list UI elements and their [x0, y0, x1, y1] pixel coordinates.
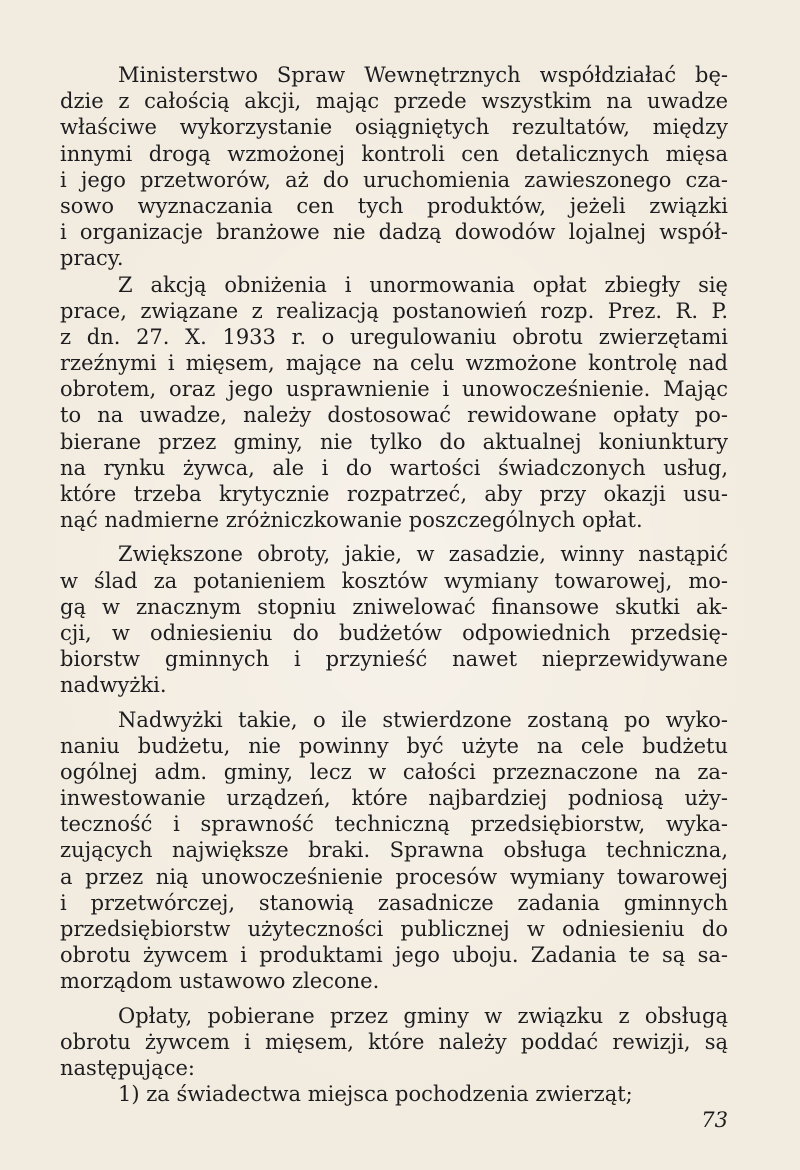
list-item: 1) za świadectwa miejsca pochodzenia zwierząt; — [118, 1082, 633, 1107]
text-line: ogólnej adm. gminy, lecz w całości przeznaczone na za- — [60, 759, 728, 784]
paragraph-3 — [60, 541, 728, 698]
text-line: a przez nią unowocześnienie procesów wymiany towarowej — [60, 864, 728, 889]
text-line: i organizacje branżowe nie dadzą dowodów lojalnej współ- — [60, 220, 728, 245]
text-line: sowo wyznaczania cen tych produktów, jeżeli związki — [60, 193, 728, 218]
page-number: 73 — [701, 1108, 728, 1132]
text-line: obrotem, oraz jego usprawnienie i unowocześnienie. Mając — [60, 377, 728, 402]
text-line: w ślad za potanieniem kosztów wymiany towarowej, mo- — [60, 568, 728, 593]
text-line: morządom ustawowo zlecone. — [60, 969, 380, 994]
body-text — [60, 62, 728, 1107]
text-line: innymi drogą wzmożonej kontroli cen detalicznych mięsa — [60, 141, 728, 166]
text-line: cji, w odniesieniu do budżetów odpowiednich przedsię- — [60, 620, 728, 645]
text-line: przedsiębiorstw użyteczności publicznej w odniesieniu do — [60, 917, 728, 941]
paragraph-2 — [60, 272, 728, 534]
text-line: gą w znacznym stopniu zniwelować finansowe skutki ak- — [60, 594, 728, 619]
text-line: inwestowanie urządzeń, które najbardziej podniosą uży- — [60, 786, 728, 811]
text-line: to na uwadze, należy dostosować rewidowane opłaty po- — [60, 403, 728, 428]
text-line: z dn. 27. X. 1933 r. o uregulowaniu obrotu zwierzętami — [60, 324, 728, 349]
paragraph-4 — [60, 707, 728, 995]
text-line: i przetwórczej, stanowią zasadnicze zadania gminnych — [60, 890, 728, 915]
text-line: dzie z całością akcji, mając przede wszystkim na uwadze — [60, 89, 728, 114]
paragraph-1 — [60, 62, 728, 272]
text-line: następujące: — [60, 1055, 195, 1080]
paragraph-gap — [60, 699, 728, 707]
text-line: naniu budżetu, nie powinny być użyte na cele budżetu — [60, 733, 728, 758]
text-line: i jego przetworów, aż do uruchomienia zawieszonego cza- — [60, 167, 728, 192]
text-line: prace, związane z realizacją postanowień rozp. Prez. R. P. — [60, 298, 728, 323]
paragraph-5 — [60, 1003, 728, 1108]
paragraph-gap — [60, 995, 728, 1003]
text-line: które trzeba krytycznie rozpatrzeć, aby przy okazji usu- — [60, 482, 728, 506]
text-line: obrotu żywcem i produktami jego uboju. Zadania te są sa- — [60, 943, 728, 968]
text-line: Z akcją obniżenia i unormowania opłat zbiegły się — [118, 272, 728, 297]
text-line: na rynku żywca, ale i do wartości świadczonych usług, — [60, 455, 728, 480]
text-line: bierane przez gminy, nie tylko do aktualnej koniunktury — [60, 429, 728, 454]
text-line: Opłaty, pobierane przez gminy w związku z obsługą — [118, 1003, 728, 1028]
text-line: nąć nadmierne zróżniczkowanie poszczególnych opłat. — [60, 508, 643, 533]
text-line: zujących największe braki. Sprawna obsługa techniczna, — [60, 838, 728, 863]
text-line: Ministerstwo Spraw Wewnętrznych współdziałać bę- — [118, 63, 728, 87]
text-line: właściwe wykorzystanie osiągniętych rezultatów, między — [60, 115, 728, 140]
text-line: rzeźnymi i mięsem, mające na celu wzmożone kontrolę nad — [60, 351, 728, 376]
text-line: pracy. — [60, 246, 124, 271]
text-line: Zwiększone obroty, jakie, w zasadzie, winny nastąpić — [118, 542, 728, 567]
text-line: biorstw gminnych i przynieść nawet nieprzewidywane — [60, 647, 728, 672]
text-line: obrotu żywcem i mięsem, które należy poddać rewizji, są — [60, 1029, 728, 1054]
text-line: teczność i sprawność techniczną przedsiębiorstw, wyka- — [60, 812, 728, 837]
text-line: Nadwyżki takie, o ile stwierdzone zostaną po wyko- — [118, 707, 728, 732]
paragraph-gap — [60, 533, 728, 541]
text-line: nadwyżki. — [60, 673, 167, 698]
